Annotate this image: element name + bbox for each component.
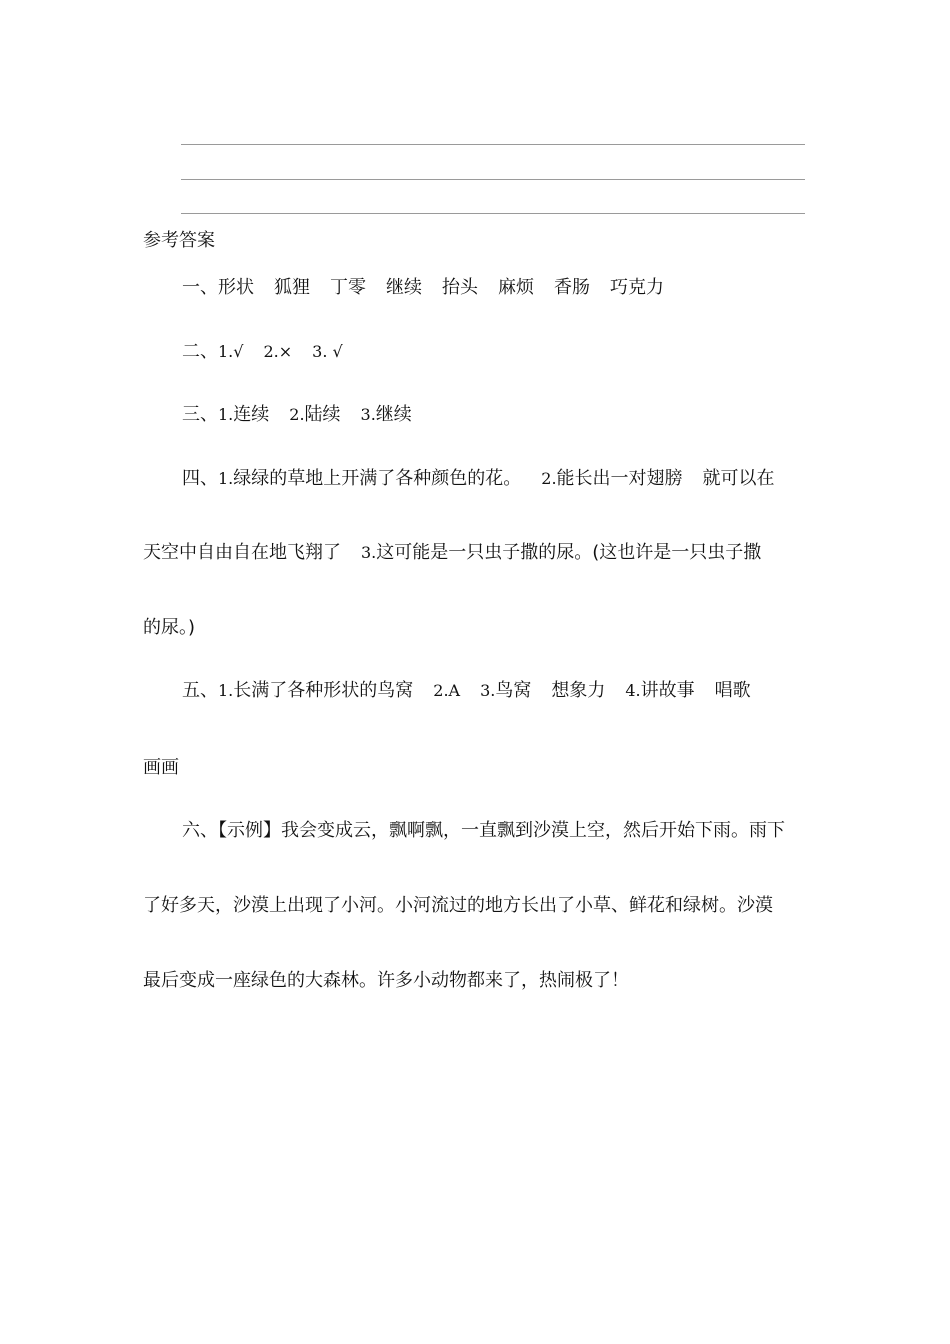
answer-q4-line3 (0, 616, 950, 640)
section-heading (0, 229, 950, 253)
q1-word: 麻烦 (498, 277, 534, 298)
q6-text: 六、【示例】我会变成云，飘啊飘，一直飘到沙漠上空，然后开始下雨。雨下 (182, 820, 785, 841)
q6-text: 了好多天，沙漠上出现了小河。小河流过的地方长出了小草、鲜花和绿树。沙漠 (143, 895, 773, 916)
answer-q6-line2 (0, 894, 950, 918)
answer-q6-line3 (0, 969, 950, 993)
q3-text: 继续 (375, 404, 412, 425)
q4-num: 2. (541, 469, 557, 488)
answer-line-1 (181, 144, 805, 145)
q5-text: 唱歌 (714, 680, 751, 701)
q3-text: 陆续 (304, 404, 341, 425)
q1-prefix: 一、 (182, 277, 218, 298)
q5-text: 画画 (143, 757, 179, 778)
q4-num: 3. (361, 543, 377, 562)
q4-num: 1. (218, 469, 234, 488)
q2-item: 1.√ (218, 342, 244, 361)
q4-text: 这可能是一只虫子撒的尿。 (376, 542, 593, 563)
q1-word: 香肠 (554, 277, 590, 298)
answer-q1 (0, 276, 950, 300)
q2-item: 2.× (263, 342, 293, 361)
answer-q5-line2 (0, 756, 950, 780)
q3-prefix: 三、 (182, 404, 218, 425)
q3-num: 2. (289, 405, 305, 424)
q5-text: 长满了各种形状的鸟窝 (233, 680, 414, 701)
q3-text: 连续 (233, 404, 270, 425)
q4-text: 天空中自由自在地飞翔了 (143, 542, 341, 563)
q5-text: 讲故事 (640, 680, 695, 701)
q5-num: 3. (480, 681, 496, 700)
answer-q2 (0, 340, 950, 364)
q5-prefix: 五、 (182, 680, 218, 701)
answer-q6-line1 (0, 819, 950, 843)
q3-num: 3. (360, 405, 376, 424)
q1-word: 抬头 (442, 277, 478, 298)
q5-text: 想象力 (551, 680, 606, 701)
q6-text: 最后变成一座绿色的大森林。许多小动物都来了，热闹极了！ (143, 970, 629, 991)
q4-text: 绿绿的草地上开满了各种颜色的花。 (233, 468, 522, 489)
q2-prefix: 二、 (182, 341, 218, 362)
q1-word: 狐狸 (274, 277, 310, 298)
q1-word: 继续 (386, 277, 422, 298)
q4-text: 的尿。) (143, 617, 196, 638)
q2-item: 3. √ (312, 342, 343, 361)
answer-q4-line2 (0, 541, 950, 565)
answer-q4-line1 (0, 467, 950, 491)
q4-text: (这也许是一只虫子撒 (592, 542, 762, 563)
q3-num: 1. (218, 405, 234, 424)
q5-num: 2.A (433, 681, 461, 700)
answer-line-2 (181, 179, 805, 180)
q5-num: 1. (218, 681, 234, 700)
q4-prefix: 四、 (182, 468, 218, 489)
q5-num: 4. (625, 681, 641, 700)
q1-word: 巧克力 (610, 277, 664, 298)
q4-text: 能长出一对翅膀 (556, 468, 683, 489)
q5-text: 鸟窝 (495, 680, 532, 701)
answer-line-3 (181, 213, 805, 214)
answer-q3 (0, 403, 950, 427)
q4-text: 就可以在 (702, 468, 775, 489)
heading-text: 参考答案 (143, 230, 215, 251)
q1-word: 形状 (218, 277, 254, 298)
answer-q5-line1 (0, 679, 950, 703)
q1-word: 丁零 (330, 277, 366, 298)
